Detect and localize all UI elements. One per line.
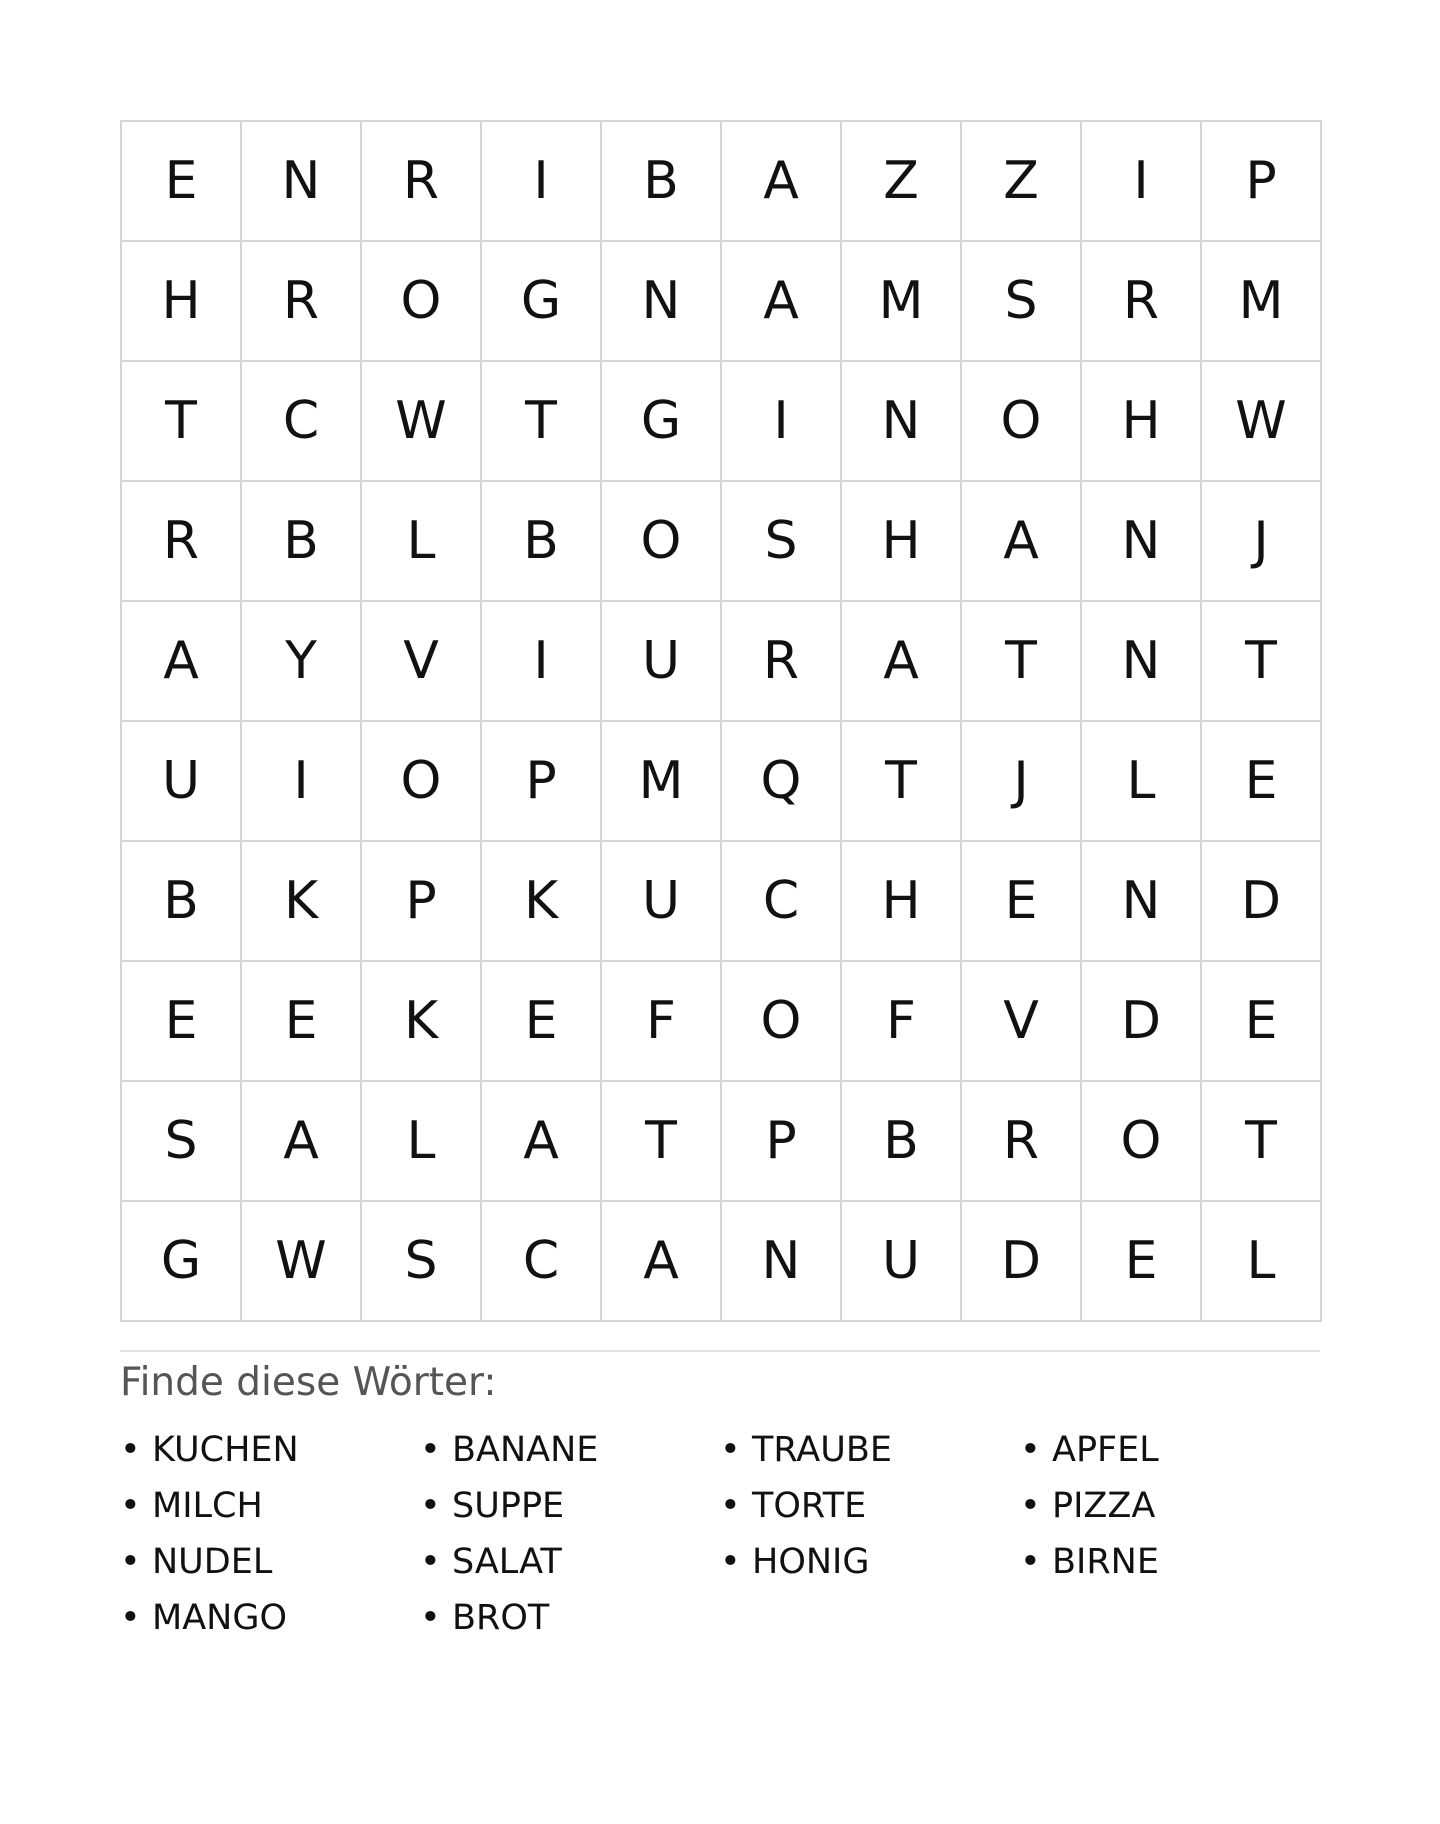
grid-cell[interactable]: P <box>482 722 602 842</box>
grid-cell[interactable]: R <box>362 122 482 242</box>
grid-cell[interactable]: U <box>602 842 722 962</box>
word-list-item <box>1020 1422 1320 1478</box>
grid-cell[interactable]: D <box>1202 842 1322 962</box>
word-list-item <box>420 1422 720 1478</box>
word-label: MILCH <box>152 1486 263 1526</box>
grid-cell[interactable]: H <box>842 482 962 602</box>
grid-cell[interactable]: G <box>482 242 602 362</box>
word-label: KUCHEN <box>152 1430 299 1470</box>
grid-cell[interactable]: B <box>482 482 602 602</box>
bullet-icon: • <box>120 1486 141 1526</box>
grid-cell[interactable]: R <box>722 602 842 722</box>
letter-grid <box>120 120 1322 1322</box>
grid-cell[interactable]: N <box>1082 602 1202 722</box>
word-label: HONIG <box>752 1542 870 1582</box>
grid-cell[interactable]: O <box>362 242 482 362</box>
grid-cell[interactable]: T <box>1202 1082 1322 1202</box>
grid-cell[interactable]: K <box>482 842 602 962</box>
grid-cell[interactable]: R <box>962 1082 1082 1202</box>
grid-cell[interactable]: A <box>602 1202 722 1322</box>
grid-cell[interactable]: P <box>722 1082 842 1202</box>
bullet-icon: • <box>720 1486 741 1526</box>
bullet-icon: • <box>720 1542 741 1582</box>
bullet-icon: • <box>1020 1486 1041 1526</box>
grid-cell[interactable]: N <box>602 242 722 362</box>
grid-cell[interactable]: D <box>962 1202 1082 1322</box>
grid-cell[interactable]: L <box>1082 722 1202 842</box>
grid-cell[interactable]: T <box>482 362 602 482</box>
grid-cell[interactable]: T <box>962 602 1082 722</box>
word-label: TRAUBE <box>752 1430 892 1470</box>
grid-cell[interactable]: E <box>242 962 362 1082</box>
grid-cell[interactable]: T <box>842 722 962 842</box>
grid-cell[interactable]: I <box>482 122 602 242</box>
grid-cell[interactable]: U <box>602 602 722 722</box>
grid-cell[interactable]: C <box>242 362 362 482</box>
grid-cell[interactable]: H <box>122 242 242 362</box>
word-list-item <box>1020 1478 1320 1534</box>
word-list-item <box>420 1534 720 1590</box>
grid-cell[interactable]: H <box>1082 362 1202 482</box>
grid-cell[interactable]: A <box>842 602 962 722</box>
grid-cell[interactable]: O <box>722 962 842 1082</box>
grid-cell[interactable]: A <box>482 1082 602 1202</box>
word-label: MANGO <box>152 1598 287 1638</box>
grid-cell[interactable]: N <box>842 362 962 482</box>
word-list-item <box>1020 1534 1320 1590</box>
word-label: TORTE <box>752 1486 867 1526</box>
grid-cell[interactable]: W <box>362 362 482 482</box>
grid-cell[interactable]: C <box>722 842 842 962</box>
grid-cell[interactable]: Q <box>722 722 842 842</box>
grid-cell[interactable]: T <box>122 362 242 482</box>
bullet-icon: • <box>120 1598 141 1638</box>
grid-cell[interactable]: O <box>602 482 722 602</box>
bullet-icon: • <box>420 1430 441 1470</box>
grid-cell[interactable]: L <box>362 1082 482 1202</box>
grid-cell[interactable]: E <box>482 962 602 1082</box>
grid-cell[interactable]: V <box>962 962 1082 1082</box>
grid-cell[interactable]: T <box>602 1082 722 1202</box>
grid-cell[interactable]: M <box>602 722 722 842</box>
grid-cell[interactable]: O <box>1082 1082 1202 1202</box>
grid-cell[interactable]: I <box>242 722 362 842</box>
word-label: BIRNE <box>1052 1542 1159 1582</box>
grid-cell[interactable]: R <box>122 482 242 602</box>
word-label: BANANE <box>452 1430 599 1470</box>
bullet-icon: • <box>720 1430 741 1470</box>
bullet-icon: • <box>120 1542 141 1582</box>
word-label: SUPPE <box>452 1486 565 1526</box>
word-label: SALAT <box>452 1542 562 1582</box>
grid-cell[interactable]: J <box>962 722 1082 842</box>
grid-cell[interactable]: U <box>122 722 242 842</box>
grid-cell[interactable]: A <box>722 122 842 242</box>
grid-cell[interactable]: N <box>242 122 362 242</box>
grid-cell[interactable]: D <box>1082 962 1202 1082</box>
bullet-icon: • <box>1020 1542 1041 1582</box>
divider <box>120 1350 1320 1352</box>
word-label: NUDEL <box>152 1542 273 1582</box>
grid-cell[interactable]: R <box>242 242 362 362</box>
word-search-page <box>120 120 1320 1646</box>
grid-cell[interactable]: C <box>482 1202 602 1322</box>
grid-cell[interactable]: F <box>602 962 722 1082</box>
grid-cell[interactable]: B <box>602 122 722 242</box>
grid-cell[interactable]: A <box>722 242 842 362</box>
grid-cell[interactable]: N <box>1082 842 1202 962</box>
grid-cell[interactable]: O <box>362 722 482 842</box>
word-list-item <box>720 1478 1020 1534</box>
grid-cell[interactable]: S <box>362 1202 482 1322</box>
grid-cell[interactable]: P <box>1202 122 1322 242</box>
grid-cell[interactable]: L <box>1202 1202 1322 1322</box>
grid-cell[interactable]: S <box>122 1082 242 1202</box>
bullet-icon: • <box>420 1542 441 1582</box>
word-label: APFEL <box>1052 1430 1159 1470</box>
grid-cell[interactable]: U <box>842 1202 962 1322</box>
grid-cell[interactable]: Z <box>962 122 1082 242</box>
grid-cell[interactable]: E <box>1202 962 1322 1082</box>
word-list-item <box>120 1534 420 1590</box>
grid-cell[interactable]: E <box>1202 722 1322 842</box>
grid-cell[interactable]: H <box>842 842 962 962</box>
grid-cell[interactable]: G <box>122 1202 242 1322</box>
word-list-item <box>420 1478 720 1534</box>
grid-cell[interactable]: R <box>1082 242 1202 362</box>
grid-cell[interactable]: F <box>842 962 962 1082</box>
grid-cell[interactable]: I <box>482 602 602 722</box>
grid-cell[interactable]: V <box>362 602 482 722</box>
word-list-item <box>120 1422 420 1478</box>
grid-cell[interactable]: B <box>842 1082 962 1202</box>
bullet-icon: • <box>1020 1430 1041 1470</box>
grid-cell[interactable]: I <box>1082 122 1202 242</box>
bullet-icon: • <box>420 1598 441 1638</box>
grid-cell[interactable]: K <box>362 962 482 1082</box>
grid-cell[interactable]: I <box>722 362 842 482</box>
grid-cell[interactable]: N <box>1082 482 1202 602</box>
word-list <box>120 1422 1320 1646</box>
grid-cell[interactable]: S <box>722 482 842 602</box>
grid-cell[interactable]: B <box>122 842 242 962</box>
grid-cell[interactable]: O <box>962 362 1082 482</box>
grid-cell[interactable]: Y <box>242 602 362 722</box>
word-list-item <box>120 1478 420 1534</box>
grid-cell[interactable]: E <box>122 962 242 1082</box>
grid-cell[interactable]: E <box>1082 1202 1202 1322</box>
grid-cell[interactable]: L <box>362 482 482 602</box>
grid-cell[interactable]: G <box>602 362 722 482</box>
grid-cell[interactable]: W <box>1202 362 1322 482</box>
word-list-item <box>120 1590 420 1646</box>
word-label: PIZZA <box>1052 1486 1156 1526</box>
grid-cell[interactable]: P <box>362 842 482 962</box>
grid-cell[interactable]: S <box>962 242 1082 362</box>
grid-cell[interactable]: M <box>842 242 962 362</box>
word-list-item <box>420 1590 720 1646</box>
grid-cell[interactable]: M <box>1202 242 1322 362</box>
grid-cell[interactable]: E <box>962 842 1082 962</box>
grid-cell[interactable]: Z <box>842 122 962 242</box>
grid-cell[interactable]: A <box>962 482 1082 602</box>
bullet-icon: • <box>420 1486 441 1526</box>
grid-cell[interactable]: A <box>122 602 242 722</box>
grid-cell[interactable]: T <box>1202 602 1322 722</box>
grid-cell[interactable]: K <box>242 842 362 962</box>
word-label: BROT <box>452 1598 550 1638</box>
grid-cell[interactable]: W <box>242 1202 362 1322</box>
word-list-title: Finde diese Wörter: <box>120 1360 497 1405</box>
grid-cell[interactable]: A <box>242 1082 362 1202</box>
grid-cell[interactable]: J <box>1202 482 1322 602</box>
grid-cell[interactable]: N <box>722 1202 842 1322</box>
word-list-item <box>720 1534 1020 1590</box>
grid-cell[interactable]: E <box>122 122 242 242</box>
word-list-item <box>720 1422 1020 1478</box>
bullet-icon: • <box>120 1430 141 1470</box>
grid-cell[interactable]: B <box>242 482 362 602</box>
